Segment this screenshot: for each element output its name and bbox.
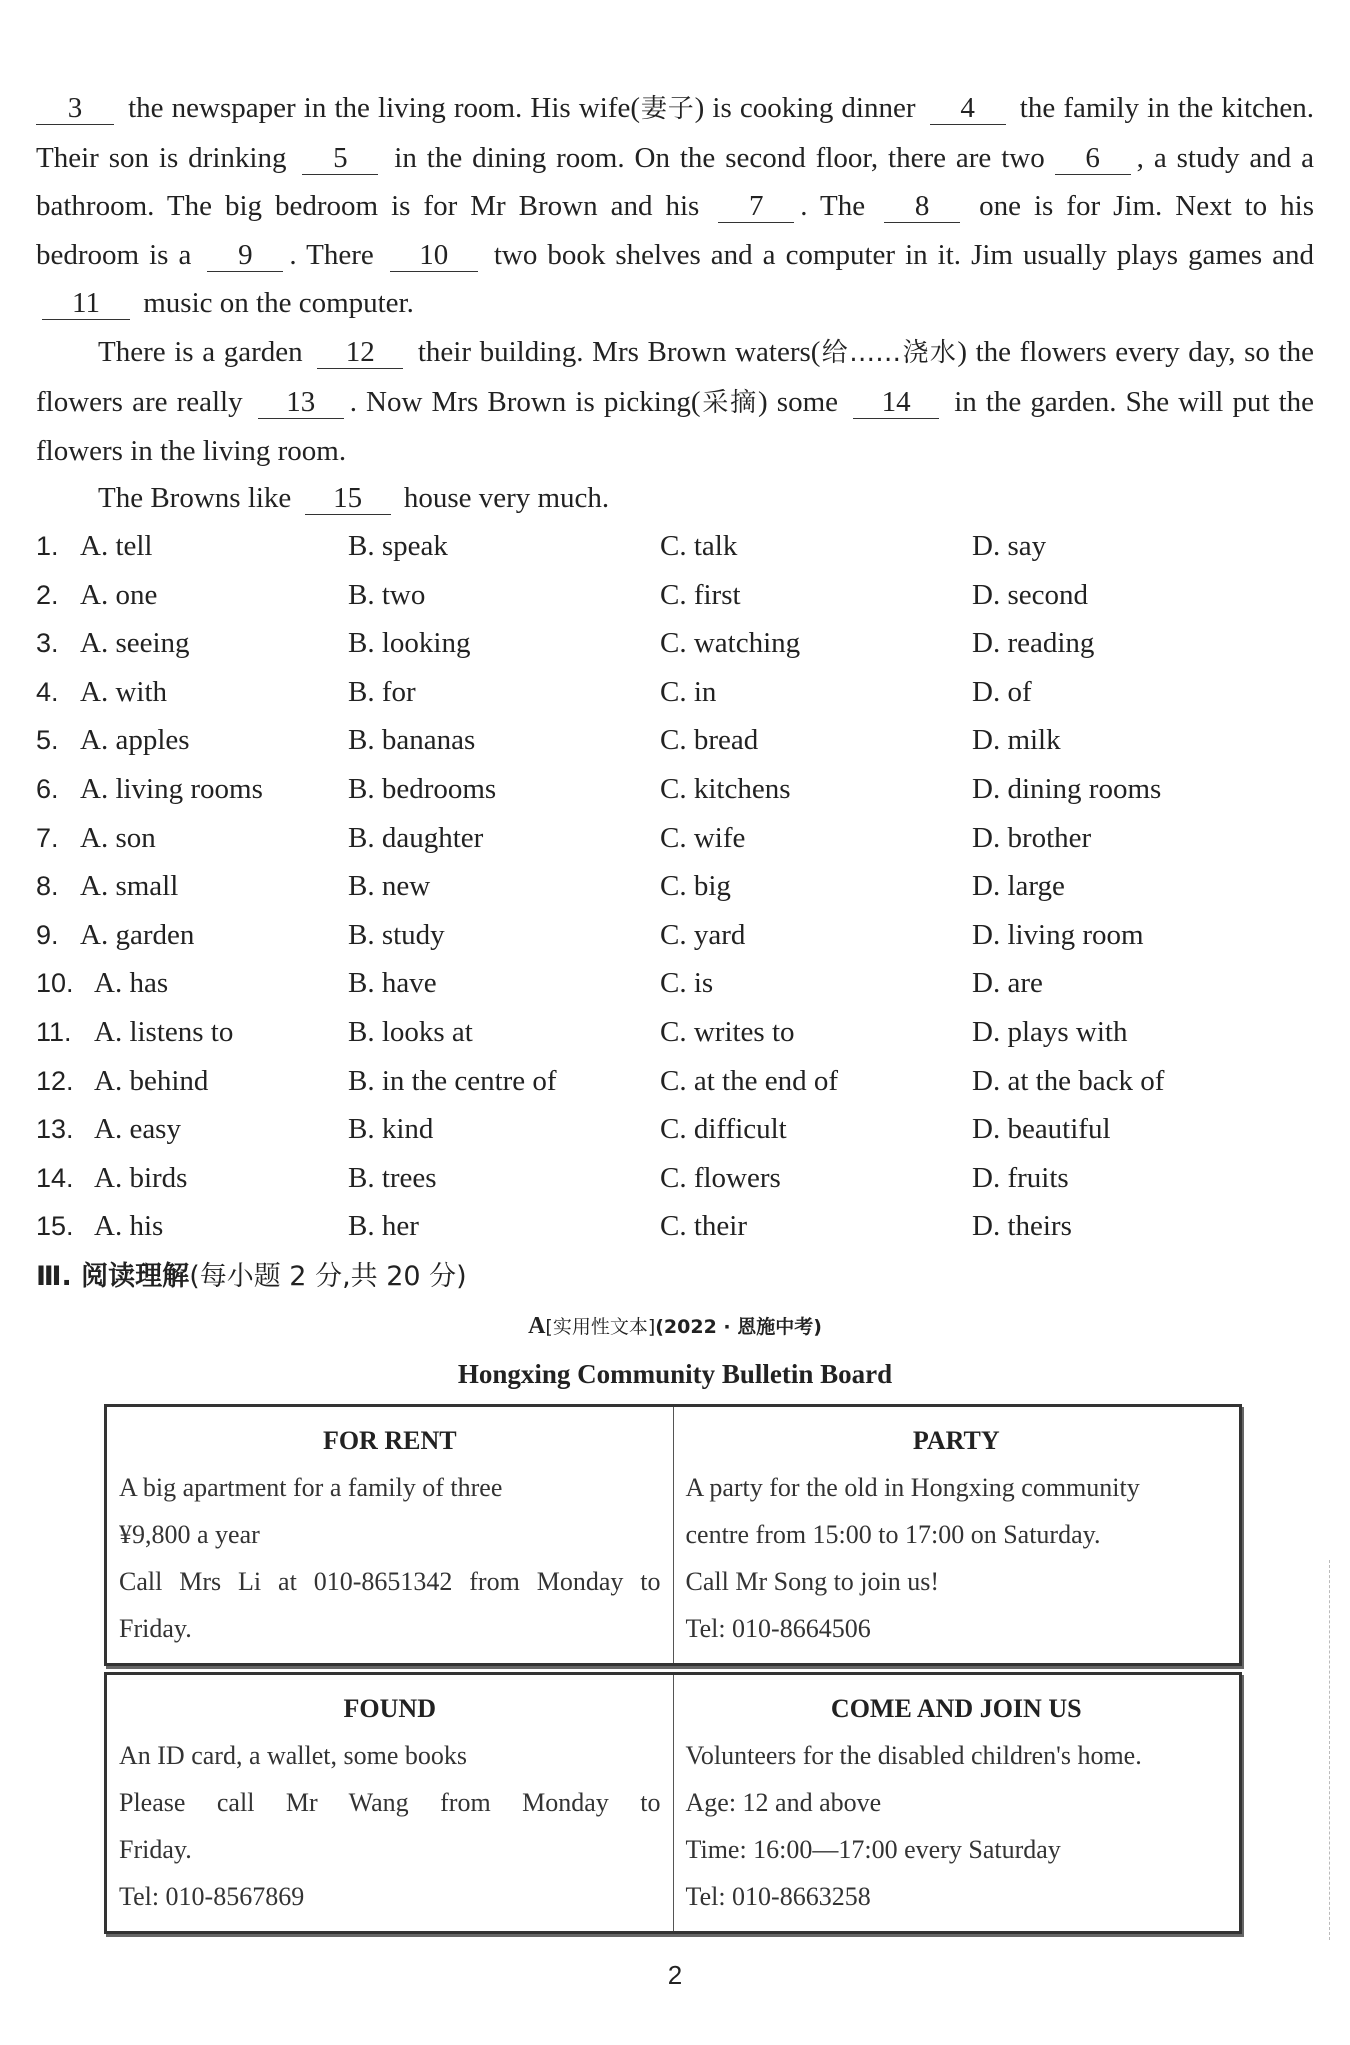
blank-14: 14 [853,386,939,419]
option-row [36,814,1326,863]
passage-text: house very much. [403,482,610,514]
notice-line: A party for the old in Hongxing community [685,1473,1140,1502]
option-b: B. looks at [348,1015,473,1048]
passage-paragraph-2 [36,328,1314,476]
bulletin-board-title: Hongxing Community Bulletin Board [457,1359,893,1389]
option-d: D. at the back of [972,1064,1165,1097]
option-d: D. fruits [972,1161,1069,1194]
notice-line: centre from 15:00 to 17:00 on Saturday. [685,1520,1101,1549]
blank-4: 4 [930,92,1006,125]
question-number: 11. [36,1016,72,1047]
option-d: D. living room [972,918,1144,951]
question-number: 3. [36,628,59,659]
notice-line: Friday. [119,1835,192,1864]
option-d: D. second [972,578,1088,611]
option-c: C. wife [660,821,746,854]
option-row [36,1008,1326,1057]
notice-line: Tel: 010-8663258 [685,1882,871,1911]
section-note: (每小题 2 分,共 20 分) [189,1261,467,1292]
option-d: D. dining rooms [972,772,1162,805]
option-b: B. looking [348,627,471,660]
option-d: D. say [972,530,1047,562]
option-c: C. flowers [660,1161,781,1194]
option-a: A. apples [80,724,190,757]
option-d: D. beautiful [972,1113,1111,1146]
blank-10: 10 [390,239,478,272]
option-c: C. writes to [660,1015,795,1048]
option-d: D. theirs [972,1210,1072,1243]
question-number: 13. [36,1114,74,1145]
subsection-letter: A [528,1313,546,1339]
blank-7: 7 [718,190,794,223]
option-d: D. large [972,870,1065,903]
option-a: A. small [80,870,179,903]
option-c: C. first [660,578,741,611]
passage-text: the newspaper in the living room. His wife( [128,92,641,124]
option-b: B. two [348,578,426,611]
notice-line: Age: 12 and above [685,1788,882,1817]
section-title: Ⅲ. 阅读理解 [36,1261,190,1292]
passage-text: . The [800,190,866,223]
passage-text: one is for Jim. Next to his bedroom is a [36,190,1315,271]
option-a: A. easy [94,1113,181,1146]
option-b: B. trees [348,1161,437,1194]
option-c: C. yard [660,918,746,951]
notice-line: Time: 16:00—17:00 every Saturday [685,1835,1061,1864]
notice-line: Friday. [119,1614,192,1643]
option-c: C. their [660,1210,747,1243]
passage-text: their building. Mrs Brown waters( [417,336,821,368]
option-b: B. speak [348,530,448,562]
option-a: A. has [94,967,169,1000]
page-number: 2 [667,1960,683,1990]
notice-line: Call Mrs Li at 010-8651342 from Monday to [119,1567,661,1596]
passage-text: . Now Mrs Brown is picking( [349,385,701,418]
notice-line: Tel: 010-8664506 [685,1614,871,1643]
notice-heading: FOUND [343,1694,436,1723]
option-d: D. of [972,675,1032,708]
option-c: C. talk [660,530,738,562]
chinese-gloss: 采摘 [700,387,759,418]
question-number: 8. [36,871,59,902]
question-number: 12. [36,1065,74,1096]
come-and-join-notice [673,1675,1240,1931]
party-notice [673,1407,1240,1663]
question-number: 6. [36,773,59,804]
option-c: C. in [660,675,717,708]
option-a: A. seeing [80,627,190,660]
notice-line: A big apartment for a family of three [119,1473,503,1502]
passage-paragraph-1 [36,84,1314,328]
option-row [36,862,1326,911]
notice-heading: PARTY [912,1426,1000,1455]
passage-text: music on the computer. [143,287,414,320]
notice-line: Tel: 010-8567869 [119,1882,305,1911]
option-row [36,1154,1326,1203]
notice-heading: FOR RENT [322,1426,457,1455]
option-b: B. daughter [348,821,484,854]
chinese-gloss: 给……浇水 [820,338,958,368]
chinese-gloss: 妻子 [640,94,695,124]
question-number: 7. [36,822,59,853]
option-a: A. tell [80,530,153,562]
bulletin-row-1 [104,1404,1242,1666]
option-row [36,1202,1326,1251]
option-a: A. listens to [94,1015,234,1048]
notice-line: ¥9,800 a year [119,1520,260,1549]
blank-3: 3 [36,92,114,125]
blank-15: 15 [305,482,391,515]
blank-5: 5 [302,142,378,175]
option-b: B. bananas [348,724,476,757]
option-d: D. reading [972,627,1095,660]
option-a: A. son [80,821,156,854]
option-d: D. brother [972,821,1092,854]
option-a: A. behind [94,1064,209,1097]
option-c: C. difficult [660,1113,787,1146]
option-b: B. bedrooms [348,772,497,805]
option-b: B. in the centre of [348,1064,557,1097]
option-a: A. garden [80,918,195,951]
section-heading [36,1253,467,1301]
answer-options [36,522,1326,1251]
passage-paragraph-3 [36,474,1314,523]
subsection-heading [0,1308,1350,1345]
option-a: A. living rooms [80,772,263,805]
blank-6: 6 [1055,142,1131,175]
notice-line: Volunteers for the disabled children's home. [685,1741,1142,1770]
option-row [36,571,1326,620]
blank-9: 9 [207,239,283,272]
option-c: C. bread [660,724,759,757]
blank-8: 8 [884,190,960,223]
subsection-tag: [实用性文本] [545,1316,656,1338]
passage-text: , a study and a bathroom. The big bedroom is for Mr Brown and his [36,141,1315,223]
option-row [36,911,1326,960]
option-row [36,522,1326,571]
option-row [36,716,1326,765]
scan-edge-line [1329,1560,1330,1940]
option-a: A. with [80,675,167,708]
for-rent-notice [107,1407,673,1663]
option-c: C. is [660,967,714,1000]
option-row [36,959,1326,1008]
question-number: 10. [36,968,74,999]
question-number: 15. [36,1211,74,1242]
blank-13: 13 [258,386,344,419]
question-number: 4. [36,676,59,707]
passage-text: . There [289,238,374,271]
question-number: 5. [36,725,59,756]
notice-heading: COME AND JOIN US [830,1694,1082,1723]
passage-text: ) the flowers every day, so the flowers are really [36,336,1314,418]
passage-text: ) some [758,385,838,418]
option-a: A. his [94,1210,164,1243]
question-number: 9. [36,919,59,950]
option-b: B. her [348,1210,419,1243]
option-d: D. milk [972,724,1061,757]
option-b: B. kind [348,1113,434,1146]
option-b: B. new [348,870,431,903]
passage-text: ) is cooking dinner [694,92,916,124]
notice-line: Please call Mr Wang from Monday to [119,1788,661,1817]
option-d: D. plays with [972,1015,1128,1048]
option-c: C. kitchens [660,772,791,805]
passage-text: in the dining room. On the second floor, there are two [394,141,1045,174]
passage-text: two book shelves and a computer in it. Jim usually plays games and [493,238,1315,271]
option-b: B. for [348,675,416,708]
option-row [36,1057,1326,1106]
passage-text: The Browns like [98,482,292,514]
passage-text: in the garden. She will put the flowers in the living room. [36,385,1315,468]
passage-text: There is a garden [98,336,303,368]
option-c: C. watching [660,627,801,660]
option-d: D. are [972,967,1043,1000]
option-row [36,668,1326,717]
question-number: 14. [36,1162,74,1193]
notice-line: An ID card, a wallet, some books [119,1741,468,1770]
option-c: C. at the end of [660,1064,838,1097]
option-row [36,1105,1326,1154]
subsection-source: (2022 · 恩施中考) [655,1316,822,1338]
question-number: 1. [36,531,59,561]
option-a: A. birds [94,1161,188,1194]
bulletin-row-2 [104,1672,1242,1934]
blank-12: 12 [317,336,403,369]
question-number: 2. [36,579,59,610]
option-b: B. have [348,967,437,1000]
found-notice [107,1675,673,1931]
option-b: B. study [348,918,445,951]
option-row [36,619,1326,668]
blank-11: 11 [42,287,130,320]
option-c: C. big [660,870,731,903]
passage-text: the family in the kitchen. Their son is drinking [36,92,1314,174]
option-row [36,765,1326,814]
option-a: A. one [80,578,158,611]
notice-line: Call Mr Song to join us! [685,1567,940,1596]
